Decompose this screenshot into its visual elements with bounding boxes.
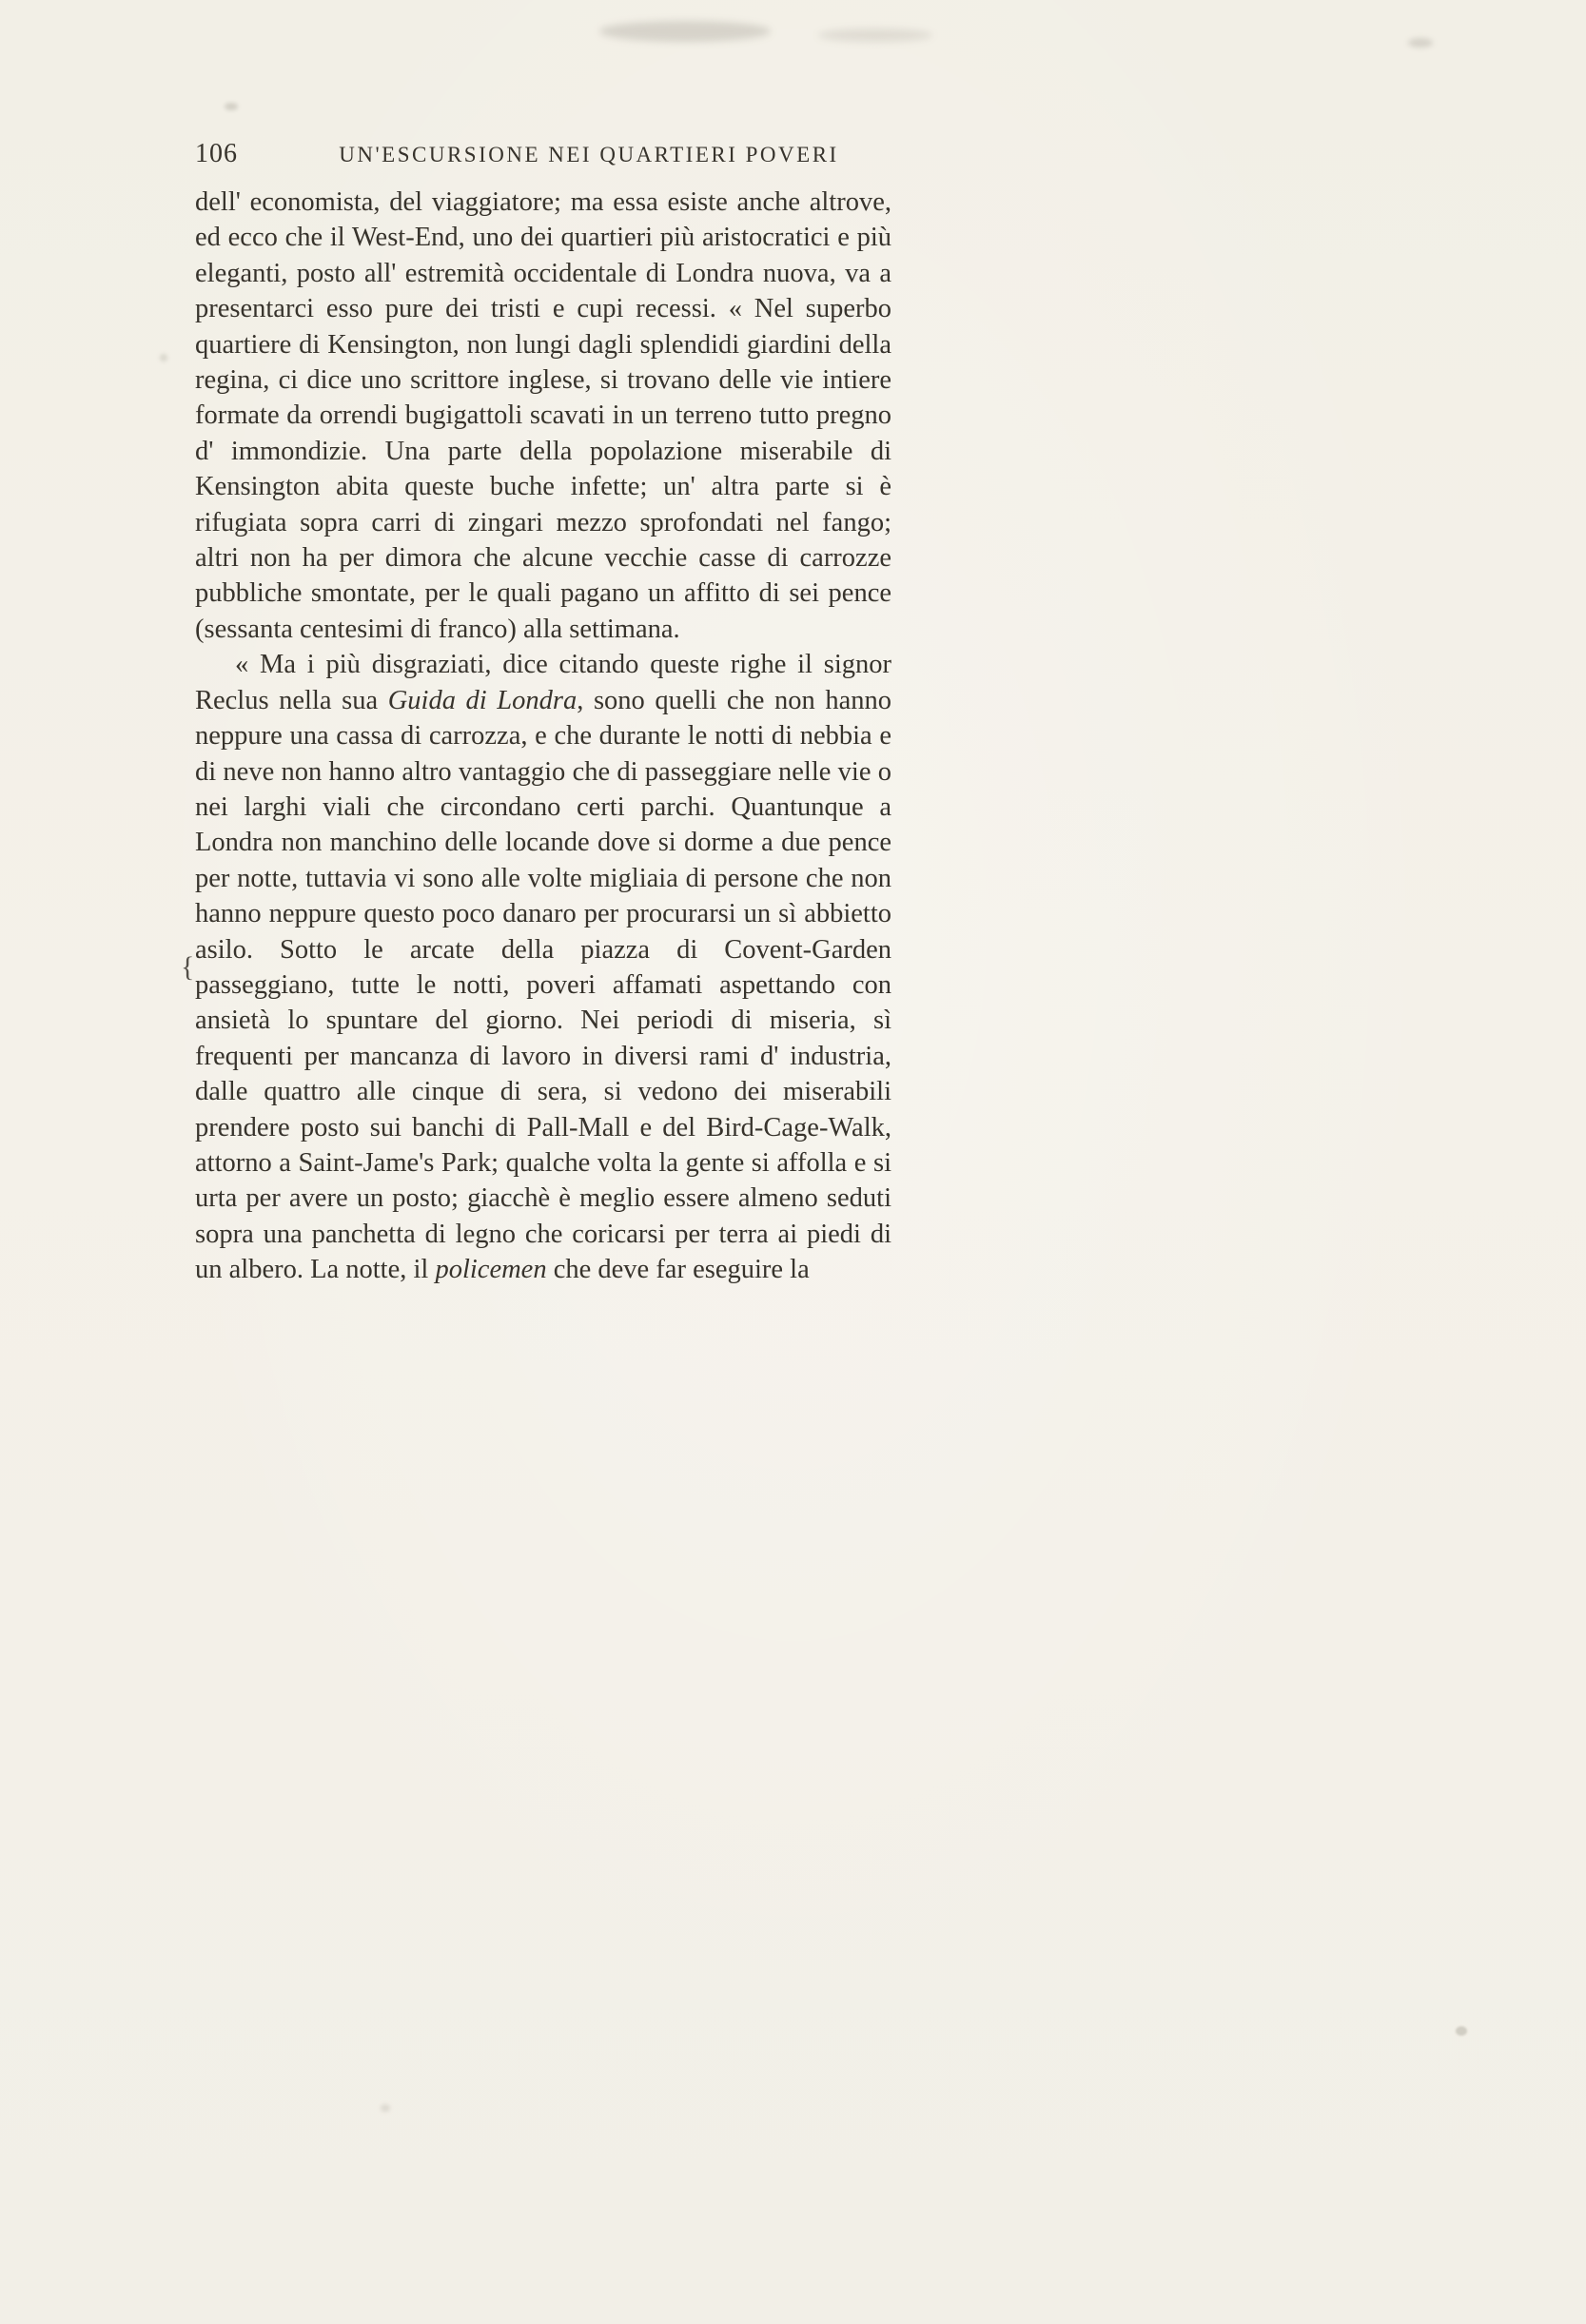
scan-smudge	[599, 21, 771, 42]
body-text-segment: che deve far eseguire la	[546, 1255, 810, 1285]
running-title: UN'ESCURSIONE NEI QUARTIERI POVERI	[339, 143, 839, 166]
page-header	[195, 139, 891, 169]
body-text-segment: dell' economista, del viaggiatore; ma essa esiste anche altrove, ed ecco che il West-End, uno dei quartieri più aristocratici e più eleganti, posto all' estremità occidentale di Londra nuova, va a presentarci esso pure dei tristi e cupi recessi. « Nel superbo quartiere di Kensington, non lungi dagli splendidi giardini della regina, ci dice uno scrittore inglese, si trovano delle vie intiere formate da orrendi bugigattoli scavati in un terreno tutto pregno d' immondizie. Una parte della popolazione miserabile di Kensington abita queste buche infette; un' altra parte si è rifugiata sopra carri di zingari mezzo sprofondati nel fango; altri non ha per dimora che alcune vecchie casse di carrozze pubbliche smontate, per le quali pagano un affitto di sei pence (sessanta centesimi di franco) alla settimana.	[195, 187, 891, 644]
paragraph	[195, 185, 891, 647]
scan-smudge	[1456, 2026, 1467, 2036]
page-number: 106	[195, 139, 238, 168]
margin-bracket-artifact: {	[181, 951, 195, 983]
body-text-segment: , sono quelli che non hanno neppure una cassa di carrozza, e che durante le notti di nebbia e di neve non hanno altro vantaggio che di passeggiare nelle vie o nei larghi viali che circondano certi parchi. Quantunque a Londra non manchino delle locande dove si dorme a due pence per notte, tuttavia vi sono alle volte migliaia di persone che non hanno neppure questo poco danaro per procurarsi un sì abbietto asilo. Sotto le arcate della piazza di Covent-Garden passeggiano, tutte le notti, poveri affamati aspettando con ansietà lo spuntare del giorno. Nei periodi di miseria, sì frequenti per mancanza di lavoro in diversi rami d' industria, dalle quattro alle cinque di sera, si vedono dei miserabili prendere posto sui banchi di Pall-Mall e del Bird-Cage-Walk, attorno a Saint-Jame's Park; qualche volta la gente si affolla e si urta per avere un posto; giacchè è meglio essere almeno seduti sopra una panchetta di legno che coricarsi per terra ai piedi di un albero. La notte, il	[195, 685, 891, 1285]
paragraph	[195, 647, 891, 1287]
body-text-segment: « Ma i più disgraziati, dice citando queste righe il signor Reclus nella sua	[195, 650, 891, 715]
italic-text: Guida di Londra	[387, 685, 578, 715]
scan-smudge	[225, 103, 238, 110]
scan-smudge	[1408, 38, 1433, 48]
scan-smudge	[381, 2104, 390, 2112]
page-body	[195, 185, 891, 1288]
scan-smudge	[818, 29, 932, 42]
italic-text: policemen	[435, 1255, 547, 1285]
page-content	[195, 139, 891, 1288]
scan-smudge	[160, 354, 167, 361]
